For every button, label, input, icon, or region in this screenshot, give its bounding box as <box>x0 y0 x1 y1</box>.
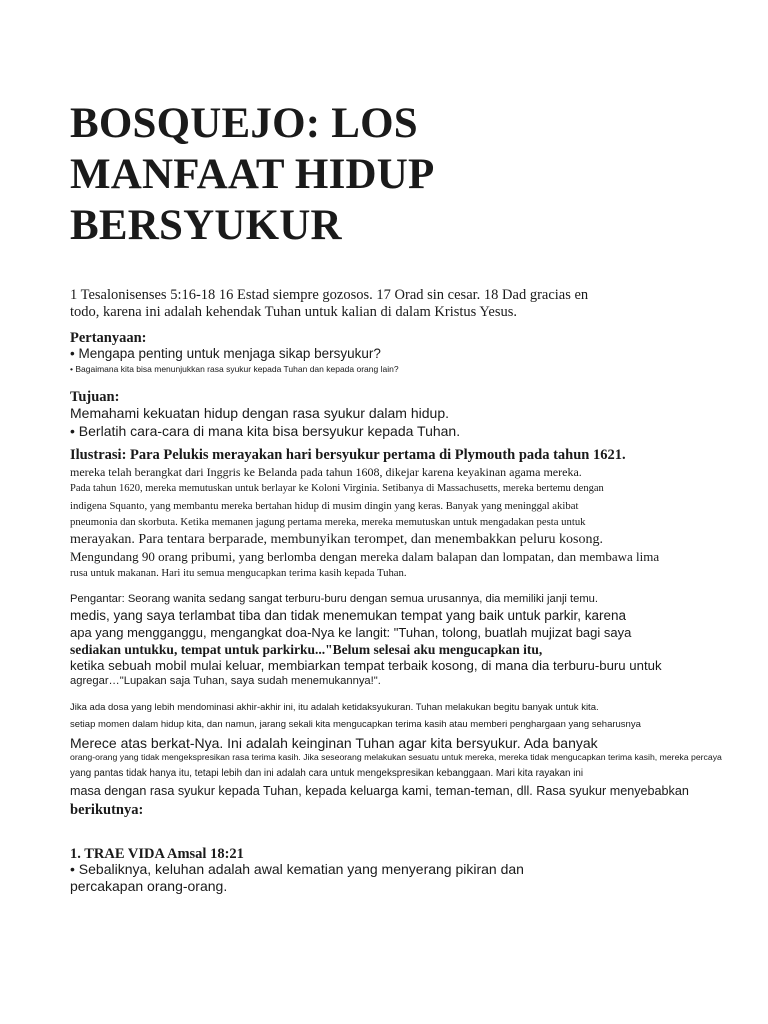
title-line: MANFAAT HIDUP <box>70 151 435 198</box>
question-item: • Bagaimana kita bisa menunjukkan rasa syukur kepada Tuhan dan kepada orang lain? <box>70 364 399 374</box>
section-heading-pertanyaan: Pertanyaan: <box>70 330 147 346</box>
title-line: BOSQUEJO: LOS <box>70 100 418 147</box>
title-line: BERSYUKUR <box>70 202 342 249</box>
intro-line: apa yang mengganggu, mengangkat doa-Nya ke langit: "Tuhan, tolong, buatlah mujizat bagi saya <box>70 625 632 640</box>
section-heading-point-1: 1. TRAE VIDA Amsal 18:21 <box>70 846 244 862</box>
verse-line: todo, karena ini adalah kehendak Tuhan untuk kalian di dalam Kristus Yesus. <box>70 304 518 320</box>
section-heading-ilustrasi: Ilustrasi: Para Pelukis merayakan hari bersyukur pertama di Plymouth pada tahun 1621. <box>70 447 626 463</box>
verse-line: 1 Tesalonisenses 5:16-18 16 Estad siempre gozosos. 17 Orad sin cesar. 18 Dad gracias en <box>70 287 589 303</box>
section-heading-tujuan: Tujuan: <box>70 389 120 405</box>
point-line: • Sebaliknya, keluhan adalah awal kematian yang menyerang pikiran dan <box>70 861 524 877</box>
illustration-line: pneumonia dan skorbuta. Ketika memanen jagung pertama mereka, mereka memutuskan untuk mengadakan pesta untuk <box>70 516 586 528</box>
intro-line: agregar…"Lupakan saja Tuhan, saya sudah menemukannya!". <box>70 675 381 687</box>
intro-line: medis, yang saya terlambat tiba dan tidak menemukan tempat yang baik untuk parkir, karena <box>70 608 627 623</box>
point-line: percakapan orang-orang. <box>70 878 228 894</box>
body-line: berikutnya: <box>70 802 144 818</box>
illustration-line: rusa untuk makanan. Hari itu semua mengucapkan terima kasih kepada Tuhan. <box>70 567 407 579</box>
body-line: Merece atas berkat-Nya. Ini adalah keinginan Tuhan agar kita bersyukur. Ada banyak <box>70 735 598 751</box>
question-item: • Mengapa penting untuk menjaga sikap bersyukur? <box>70 346 381 361</box>
intro-line: sediakan untukku, tempat untuk parkirku..."Belum selesai aku mengucapkan itu, <box>70 642 543 657</box>
body-line: masa dengan rasa syukur kepada Tuhan, kepada keluarga kami, teman-teman, dll. Rasa syukur menyebabkan <box>70 784 689 798</box>
illustration-line: indigena Squanto, yang membantu mereka bertahan hidup di musim dingin yang keras. Banyak yang meninggal akibat <box>70 500 579 512</box>
body-line: yang pantas tidak hanya itu, tetapi lebih dan ini adalah cara untuk mengekspresikan kebanggaan. Mari kita rayakan ini <box>70 768 584 779</box>
intro-line: ketika sebuah mobil mulai keluar, membiarkan tempat terbaik kosong, di mana dia terburu-buru untuk <box>70 658 662 673</box>
goal-item: Memahami kekuatan hidup dengan rasa syukur dalam hidup. <box>70 405 450 421</box>
intro-line: Pengantar: Seorang wanita sedang sangat terburu-buru dengan semua urusannya, dia memiliki janji temu. <box>70 593 598 605</box>
illustration-line: merayakan. Para tentara berparade, membunyikan terompet, dan menembakkan peluru kosong. <box>70 532 603 547</box>
body-line: setiap momen dalam hidup kita, dan namun, jarang sekali kita mengucapkan terima kasih atau memberi penghargaan yang seharusnya <box>70 719 641 730</box>
illustration-line: Pada tahun 1620, mereka memutuskan untuk berlayar ke Koloni Virginia. Setibanya di Massachusetts, mereka bertemu dengan <box>70 483 604 494</box>
illustration-line: Mengundang 90 orang pribumi, yang berlomba dengan mereka dalam balapan dan lompatan, dan membawa lima <box>70 549 660 564</box>
illustration-line: mereka telah berangkat dari Inggris ke Belanda pada tahun 1608, dikejar karena keyakinan agama mereka. <box>70 465 582 479</box>
body-line: Jika ada dosa yang lebih mendominasi akhir-akhir ini, itu adalah ketidaksyukuran. Tuhan melakukan begitu banyak untuk kita. <box>70 702 599 713</box>
page-title <box>70 98 710 251</box>
goal-item: • Berlatih cara-cara di mana kita bisa bersyukur kepada Tuhan. <box>70 423 461 439</box>
body-line: orang-orang yang tidak mengekspresikan rasa terima kasih. Jika seseorang melakukan sesuatu untuk mereka, mereka tidak mengucapkan terima kasih, mereka percaya <box>70 752 722 762</box>
